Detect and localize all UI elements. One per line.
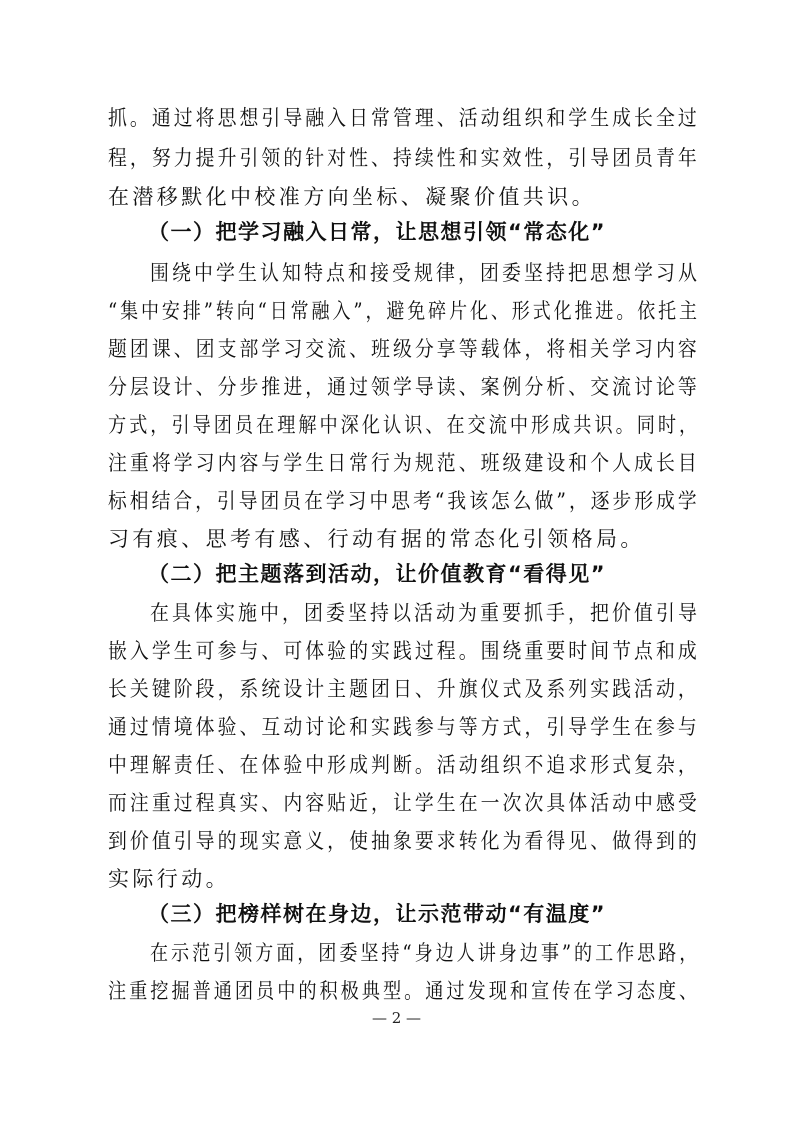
- paragraph-line: 通过情境体验、互动讨论和实践参与等方式，引导学生在参与: [108, 715, 700, 739]
- paragraph-line: 注重将学习内容与学生日常行为规范、班级建设和个人成长目: [108, 451, 700, 475]
- paragraph-line: 在具体实施中，团委坚持以活动为重要抓手，把价值引导: [150, 601, 700, 625]
- paragraph-line: 到价值引导的现实意义，使抽象要求转化为看得见、做得到的: [108, 829, 700, 853]
- page-number: — 2 —: [371, 1009, 422, 1027]
- section-heading: （一）把学习融入日常，让思想引领“常态化”: [148, 220, 607, 244]
- paragraph-line: 中理解责任、在体验中形成判断。活动组织不追求形式复杂，: [108, 753, 700, 777]
- paragraph-line: 注重挖掘普通团员中的积极典型。通过发现和宣传在学习态度、: [108, 979, 701, 1003]
- paragraph-line: 嵌入学生可参与、可体验的实践过程。围绕重要时间节点和成: [108, 639, 700, 663]
- paragraph-line: 分层设计、分步推进，通过领学导读、案例分析、交流讨论等: [108, 375, 700, 399]
- section-heading: （二）把主题落到活动，让价值教育“看得见”: [148, 562, 607, 586]
- paragraph-line: “集中安排”转向“日常融入”，避免碎片化、形式化推进。依托主: [108, 299, 700, 323]
- paragraph-line: 实际行动。: [108, 867, 230, 891]
- paragraph-line: 程，努力提升引领的针对性、持续性和实效性，引导团员青年: [108, 146, 700, 170]
- paragraph-line: 在潜移默化中校准方向坐标、凝聚价值共识。: [108, 185, 596, 209]
- paragraph-line: 习有痕、思考有感、行动有据的常态化引领格局。: [108, 527, 645, 551]
- paragraph-line: 围绕中学生认知特点和接受规律，团委坚持把思想学习从: [150, 261, 700, 285]
- paragraph-line: 而注重过程真实、内容贴近，让学生在一次次具体活动中感受: [108, 791, 700, 815]
- paragraph-line: 长关键阶段，系统设计主题团日、升旗仪式及系列实践活动，: [108, 677, 700, 701]
- paragraph-line: 标相结合，引导团员在学习中思考“我该怎么做”，逐步形成学: [108, 489, 700, 513]
- paragraph-line: 题团课、团支部学习交流、班级分享等载体，将相关学习内容: [108, 337, 700, 361]
- paragraph-line: 方式，引导团员在理解中深化认识、在交流中形成共识。同时，: [108, 413, 701, 437]
- paragraph-line: 抓。通过将思想引导融入日常管理、活动组织和学生成长全过: [108, 106, 700, 130]
- paragraph-line: 在示范引领方面，团委坚持“身边人讲身边事”的工作思路，: [150, 941, 701, 965]
- section-heading: （三）把榜样树在身边，让示范带动“有温度”: [148, 902, 607, 926]
